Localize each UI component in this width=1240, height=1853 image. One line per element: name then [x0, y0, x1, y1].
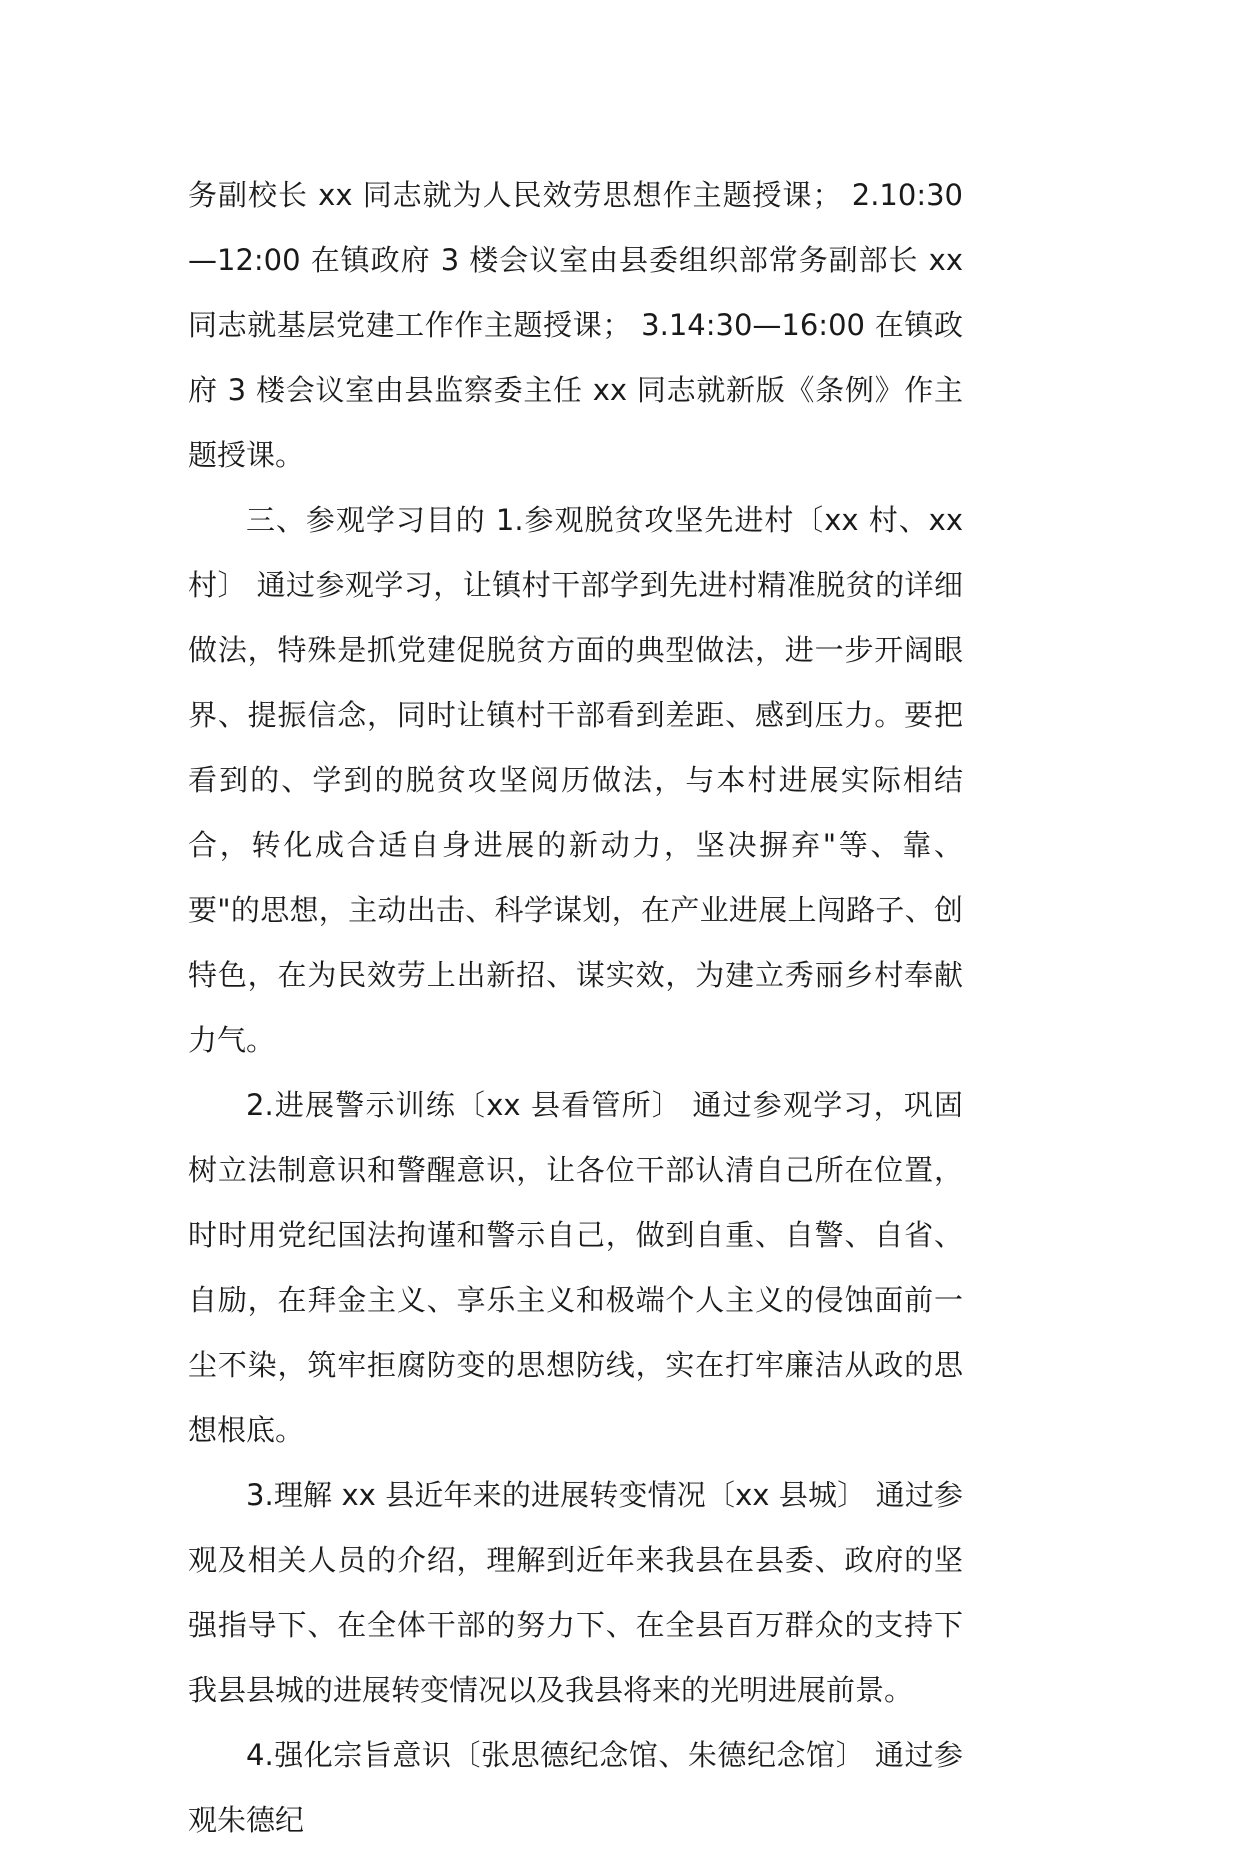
paragraph-schedule-continuation: 务副校长 xx 同志就为人民效劳思想作主题授课； 2.10:30—12:00 在镇政府 3 楼会议室由县委组织部常务副部长 xx 同志就基层党建工作作主题授课； 3.14:30—16:00 在镇政府 3 楼会议室由县监察委主任 xx 同志就新版《条例》作主题授课。: [188, 178, 963, 472]
paragraph-warning-education: 2.进展警示训练〔xx 县看管所〕 通过参观学习，巩固树立法制意识和警醒意识，让各位干部认清自己所在位置，时时用党纪国法拘谨和警示自己，做到自重、自警、自省、自励，在拜金主义、享乐主义和极端个人主义的侵蚀面前一尘不染，筑牢拒腐防变的思想防线，实在打牢廉洁从政的思想根底。: [188, 1088, 963, 1447]
paragraph-section-three-purpose: 三、参观学习目的 1.参观脱贫攻坚先进村〔xx 村、xx 村〕 通过参观学习，让镇村干部学到先进村精准脱贫的详细做法，特殊是抓党建促脱贫方面的典型做法，进一步开阔眼界、提振信念，同时让镇村干部看到差距、感到压力。要把看到的、学到的脱贫攻坚阅历做法，与本村进展实际相结合，转化成合适自身进展的新动力，坚决摒弃"等、靠、要"的思想，主动出击、科学谋划，在产业进展上闯路子、创特色，在为民效劳上出新招、谋实效，为建立秀丽乡村奉献力气。: [188, 503, 963, 1057]
document-body: [188, 163, 963, 1853]
paragraph-county-development: 3.理解 xx 县近年来的进展转变情况〔xx 县城〕 通过参观及相关人员的介绍，理解到近年来我县在县委、政府的坚强指导下、在全体干部的努力下、在全县百万群众的支持下我县县城的进展转变情况以及我县将来的光明进展前景。: [188, 1478, 963, 1707]
paragraph-purpose-awareness: 4.强化宗旨意识〔张思德纪念馆、朱德纪念馆〕 通过参观朱德纪: [188, 1738, 963, 1837]
